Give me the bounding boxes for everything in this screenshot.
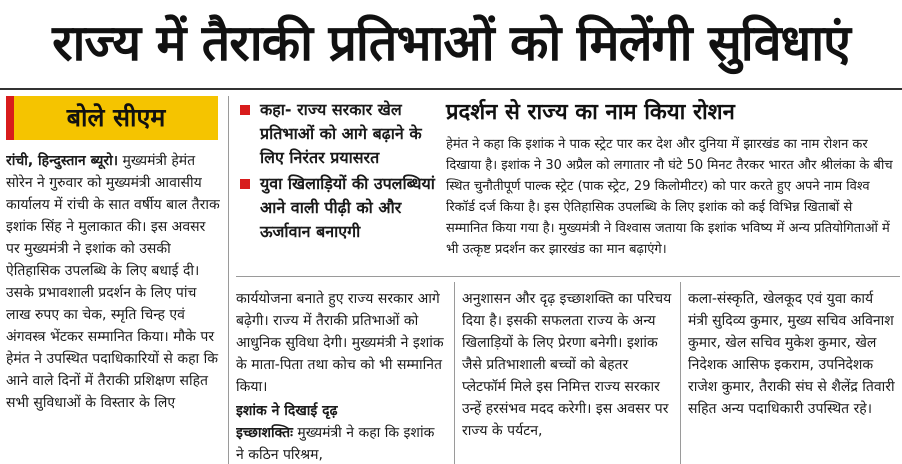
column-2-text-2 (236, 422, 446, 464)
column-1-body: मुख्यमंत्री हेमंत सोरेन ने गुरुवार को मुख्यमंत्री आवासीय कार्यालय में रांची के सात वर्षीय बाल तैराक इशांक सिंह ने मुलाकात की। इस अवसर पर मुख्यमंत्री ने इशांक को उसकी ऐतिहासिक उपलब्धि के लिए बधाई दी। उसके प्रभावशाली प्रदर्शन के लिए पांच लाख रुपए का चेक, स्मृति चिन्ह एवं अंगवस्त्र भेंटकर सम्मानित किया। मौके पर हेमंत ने उपस्थित पदाधिकारियों से कहा कि आने वाले दिनों में तैराकी प्रशिक्षण सहित सभी सुविधाओं के विस्तार के लिए (6, 153, 220, 411)
sub-story-text: हेमंत ने कहा कि इशांक ने पाक स्ट्रेट पार कर देश और दुनिया में झारखंड का नाम रोशन कर दिखाया है। इशांक ने 30 अप्रैल को लगातार नौ घंटे 50 मिनट तैरकर भारत और श्रीलंका के बीच स्थित चुनौतीपूर्ण पाल्क स्ट्रेट (पाक स्ट्रेट, 29 किलोमीटर) को पार करते हुए अपने नाम विश्व रिकॉर्ड दर्ज किया है। इस ऐतिहासिक उपलब्धि के लिए इशांक को कई विभिन्न खिताबों से सम्मानित किया गया है। मुख्यमंत्री ने विश्वास जताया कि इशांक भविष्य में अन्य प्रतियोगिताओं में भी उत्कृष्ट प्रदर्शन कर झारखंड का मान बढ़ाएंगे। (446, 137, 893, 257)
cm-tag-label: बोले सीएम (66, 103, 166, 132)
column-2-text: कार्ययोजना बनाते हुए राज्य सरकार आगे बढ़ेगी। राज्य में तैराकी प्रतिभाओं को आधुनिक सुविधा देगी। मुख्यमंत्री ने इशांक के माता-पिता तथा कोच को भी सम्मानित किया। (236, 291, 444, 395)
mini-heading: इशांक ने दिखाई दृढ़ (236, 403, 338, 419)
sub-story (446, 134, 896, 264)
red-square-bullet-icon (240, 105, 250, 115)
highlight-text: युवा खिलाड़ियों की उपलब्धियां आने वाली पीढ़ी को और ऊर्जावान बनाएगी (260, 174, 435, 241)
column-divider (454, 282, 455, 464)
column-2-body-2: मुख्यमंत्री ने कहा कि इशांक ने कठिन परिश्रम, (236, 425, 435, 463)
column-divider (680, 282, 681, 464)
section-divider (236, 276, 900, 277)
highlight-item (238, 98, 438, 170)
column-divider (228, 96, 229, 464)
dateline: रांची, हिन्दुस्तान ब्यूरो। (6, 153, 119, 169)
column-2-subsection (236, 400, 446, 422)
column-1-text (6, 150, 220, 414)
column-3-text: अनुशासन और दृढ़ इच्छाशक्ति का परिचय दिया है। इसकी सफलता राज्य के अन्य खिलाड़ियों के लिए प्रेरणा बनेगी। इशांक जैसे प्रतिभाशाली बच्चों को बेहतर प्लेटफॉर्म मिले इस निमित्त राज्य सरकार उन्हें हरसंभव मदद करेगी। इस अवसर पर राज्य के पर्यटन, (462, 291, 672, 439)
sub-headline: प्रदर्शन से राज्य का नाम किया रोशन (446, 100, 735, 125)
red-square-bullet-icon (240, 179, 250, 189)
cm-tag (6, 96, 218, 140)
highlight-text: कहा- राज्य सरकार खेल प्रतिभाओं को आगे बढ़ाने के लिए निरंतर प्रयासरत (260, 100, 422, 167)
column-2 (236, 288, 446, 464)
highlight-item (238, 172, 438, 244)
column-4-text: कला-संस्कृति, खेलकूद एवं युवा कार्य मंत्री सुदिव्य कुमार, मुख्य सचिव अविनाश कुमार, खेल सचिव मुकेश कुमार, खेल निदेशक आसिफ इकराम, उपनिदेशक राजेश कुमार, तैराकी संघ से शैलेंद्र तिवारी सहित अन्य पदाधिकारी उपस्थित रहे। (688, 291, 895, 417)
highlights-box (238, 98, 438, 268)
mini-heading-lead: इच्छाशक्तिः (236, 425, 293, 441)
column-1 (6, 150, 220, 462)
headline-rule (0, 88, 902, 90)
column-4 (688, 288, 896, 464)
headline: राज्य में तैराकी प्रतिभाओं को मिलेंगी सुविधाएं (52, 14, 850, 72)
column-3 (462, 288, 672, 464)
